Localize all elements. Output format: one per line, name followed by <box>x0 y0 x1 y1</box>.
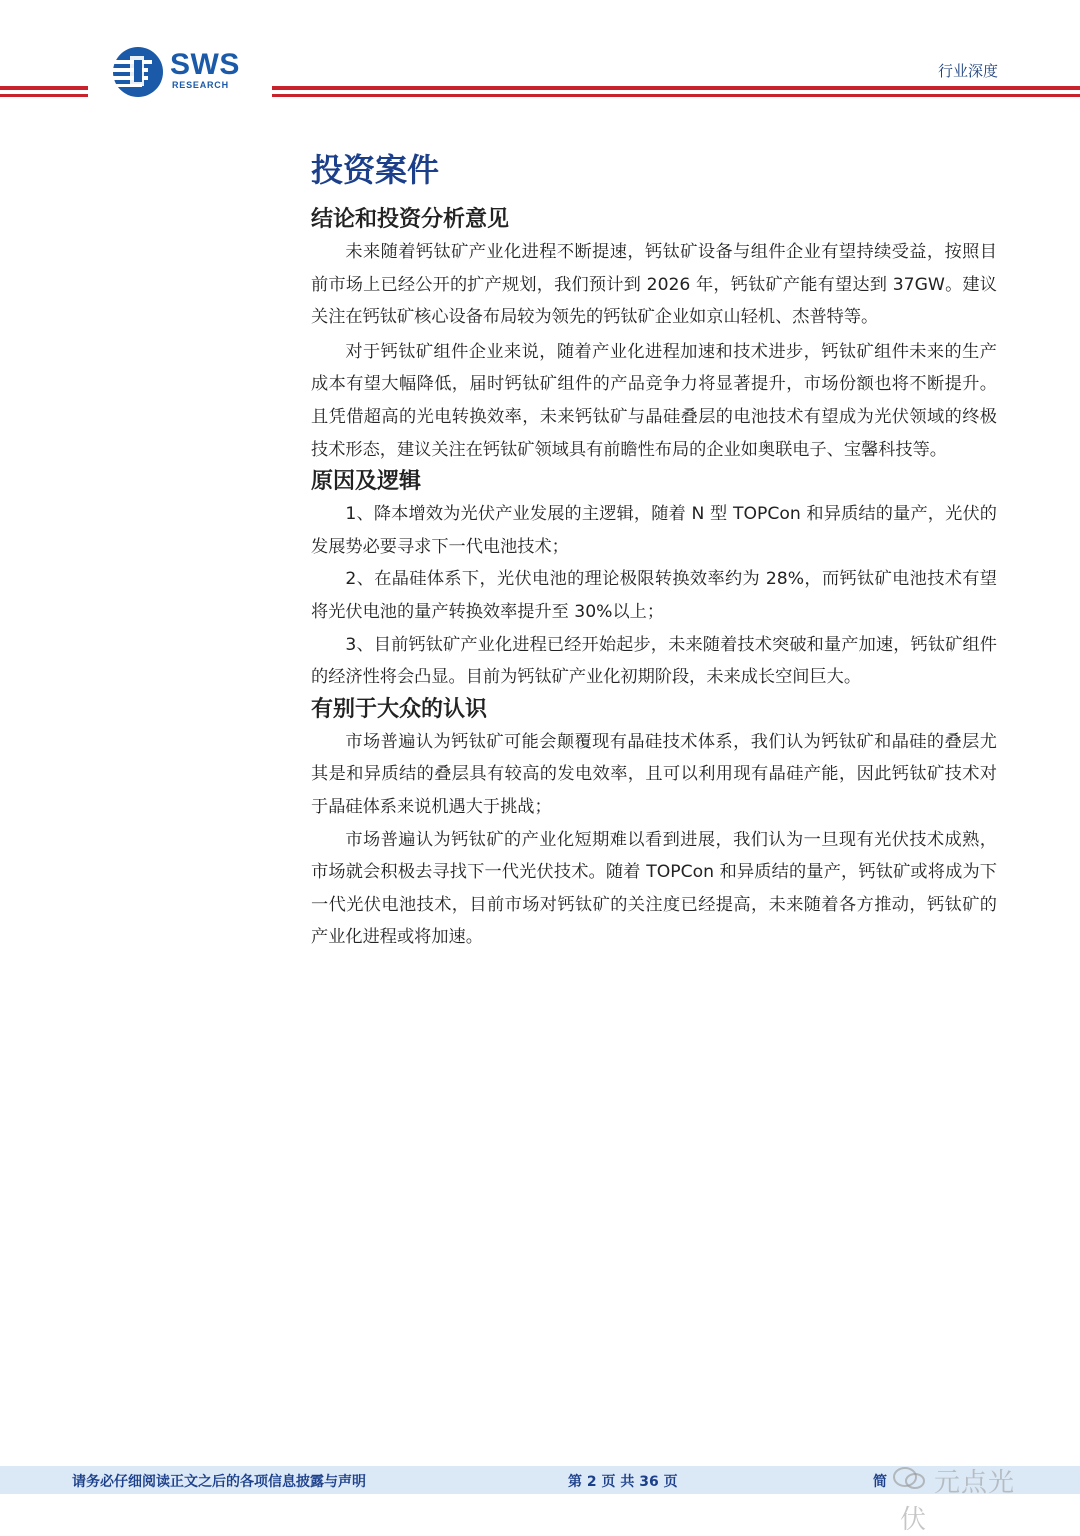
sws-globe-icon <box>112 44 168 100</box>
sws-logo <box>112 44 252 100</box>
paragraph: 未来随着钙钛矿产业化进程不断提速，钙钛矿设备与组件企业有望持续受益，按照目前市场上已经公开的扩产规划，我们预计到 2026 年，钙钛矿产能有望达到 37GW。建议关注在钙钛矿核心设备布局较为领先的钙钛矿企业如京山轻机、杰普特等。 <box>311 242 997 328</box>
page-header <box>0 0 1080 110</box>
watermark-brand: 元点光伏 <box>900 1468 1016 1535</box>
watermark-text <box>900 1462 1019 1536</box>
paragraph: 2、在晶硅体系下，光伏电池的理论极限转换效率约为 28%，而钙钛矿电池技术有望将光伏电池的量产转换效率提升至 30%以上； <box>311 569 997 622</box>
logo-main-text: SWS <box>170 48 240 81</box>
section-heading: 结论和投资分析意见 <box>311 207 510 232</box>
footer-right-text: 简 <box>873 1474 887 1490</box>
logo-sub-text: RESEARCH <box>172 80 229 90</box>
paragraph: 市场普遍认为钙钛矿可能会颠覆现有晶硅技术体系，我们认为钙钛矿和晶硅的叠层尤其是和异质结的叠层具有较高的发电效率，且可以利用现有晶硅产能，因此钙钛矿技术对于晶硅体系来说机遇大于挑战； <box>311 731 997 817</box>
header-rule-left <box>0 86 88 90</box>
header-rule-right <box>272 86 1080 90</box>
paragraph: 1、降本增效为光伏产业发展的主逻辑，随着 N 型 TOPCon 和异质结的量产，光伏的发展势必要寻求下一代电池技术； <box>311 504 997 557</box>
section-heading: 原因及逻辑 <box>311 469 422 495</box>
page-title: 投资案件 <box>311 151 440 189</box>
header-rule-right-thin <box>272 94 1080 97</box>
main-content <box>311 150 997 954</box>
header-rule-left-thin <box>0 94 88 97</box>
page-number: 第 2 页 共 36 页 <box>568 1474 678 1490</box>
report-category-tag: 行业深度 <box>937 62 998 80</box>
disclaimer-text: 请务必仔细阅读正文之后的各项信息披露与声明 <box>72 1474 366 1490</box>
section-heading: 有别于大众的认识 <box>311 696 488 722</box>
paragraph: 对于钙钛矿组件企业来说，随着产业化进程加速和技术进步，钙钛矿组件未来的生产成本有望大幅降低，届时钙钛矿组件的产品竞争力将显著提升，市场份额也将不断提升。且凭借超高的光电转换效率，未来钙钛矿与晶硅叠层的电池技术有望成为光伏领域的终极技术形态，建议关注在钙钛矿领域具有前瞻性布局的企业如奥联电子、宝馨科技等。 <box>311 341 997 460</box>
paragraph: 3、目前钙钛矿产业化进程已经开始起步，未来随着技术突破和量产加速，钙钛矿组件的经济性将会凸显。目前为钙钛矿产业化初期阶段，未来成长空间巨大。 <box>311 634 997 688</box>
paragraph: 市场普遍认为钙钛矿的产业化短期难以看到进展，我们认为一旦现有光伏技术成熟，市场就会积极去寻找下一代光伏技术。随着 TOPCon 和异质结的量产，钙钛矿或将成为下一代光伏电池技术，目前市场对钙钛矿的关注度已经提高，未来随着各方推动，钙钛矿的产业化进程或将加速。 <box>311 829 997 948</box>
